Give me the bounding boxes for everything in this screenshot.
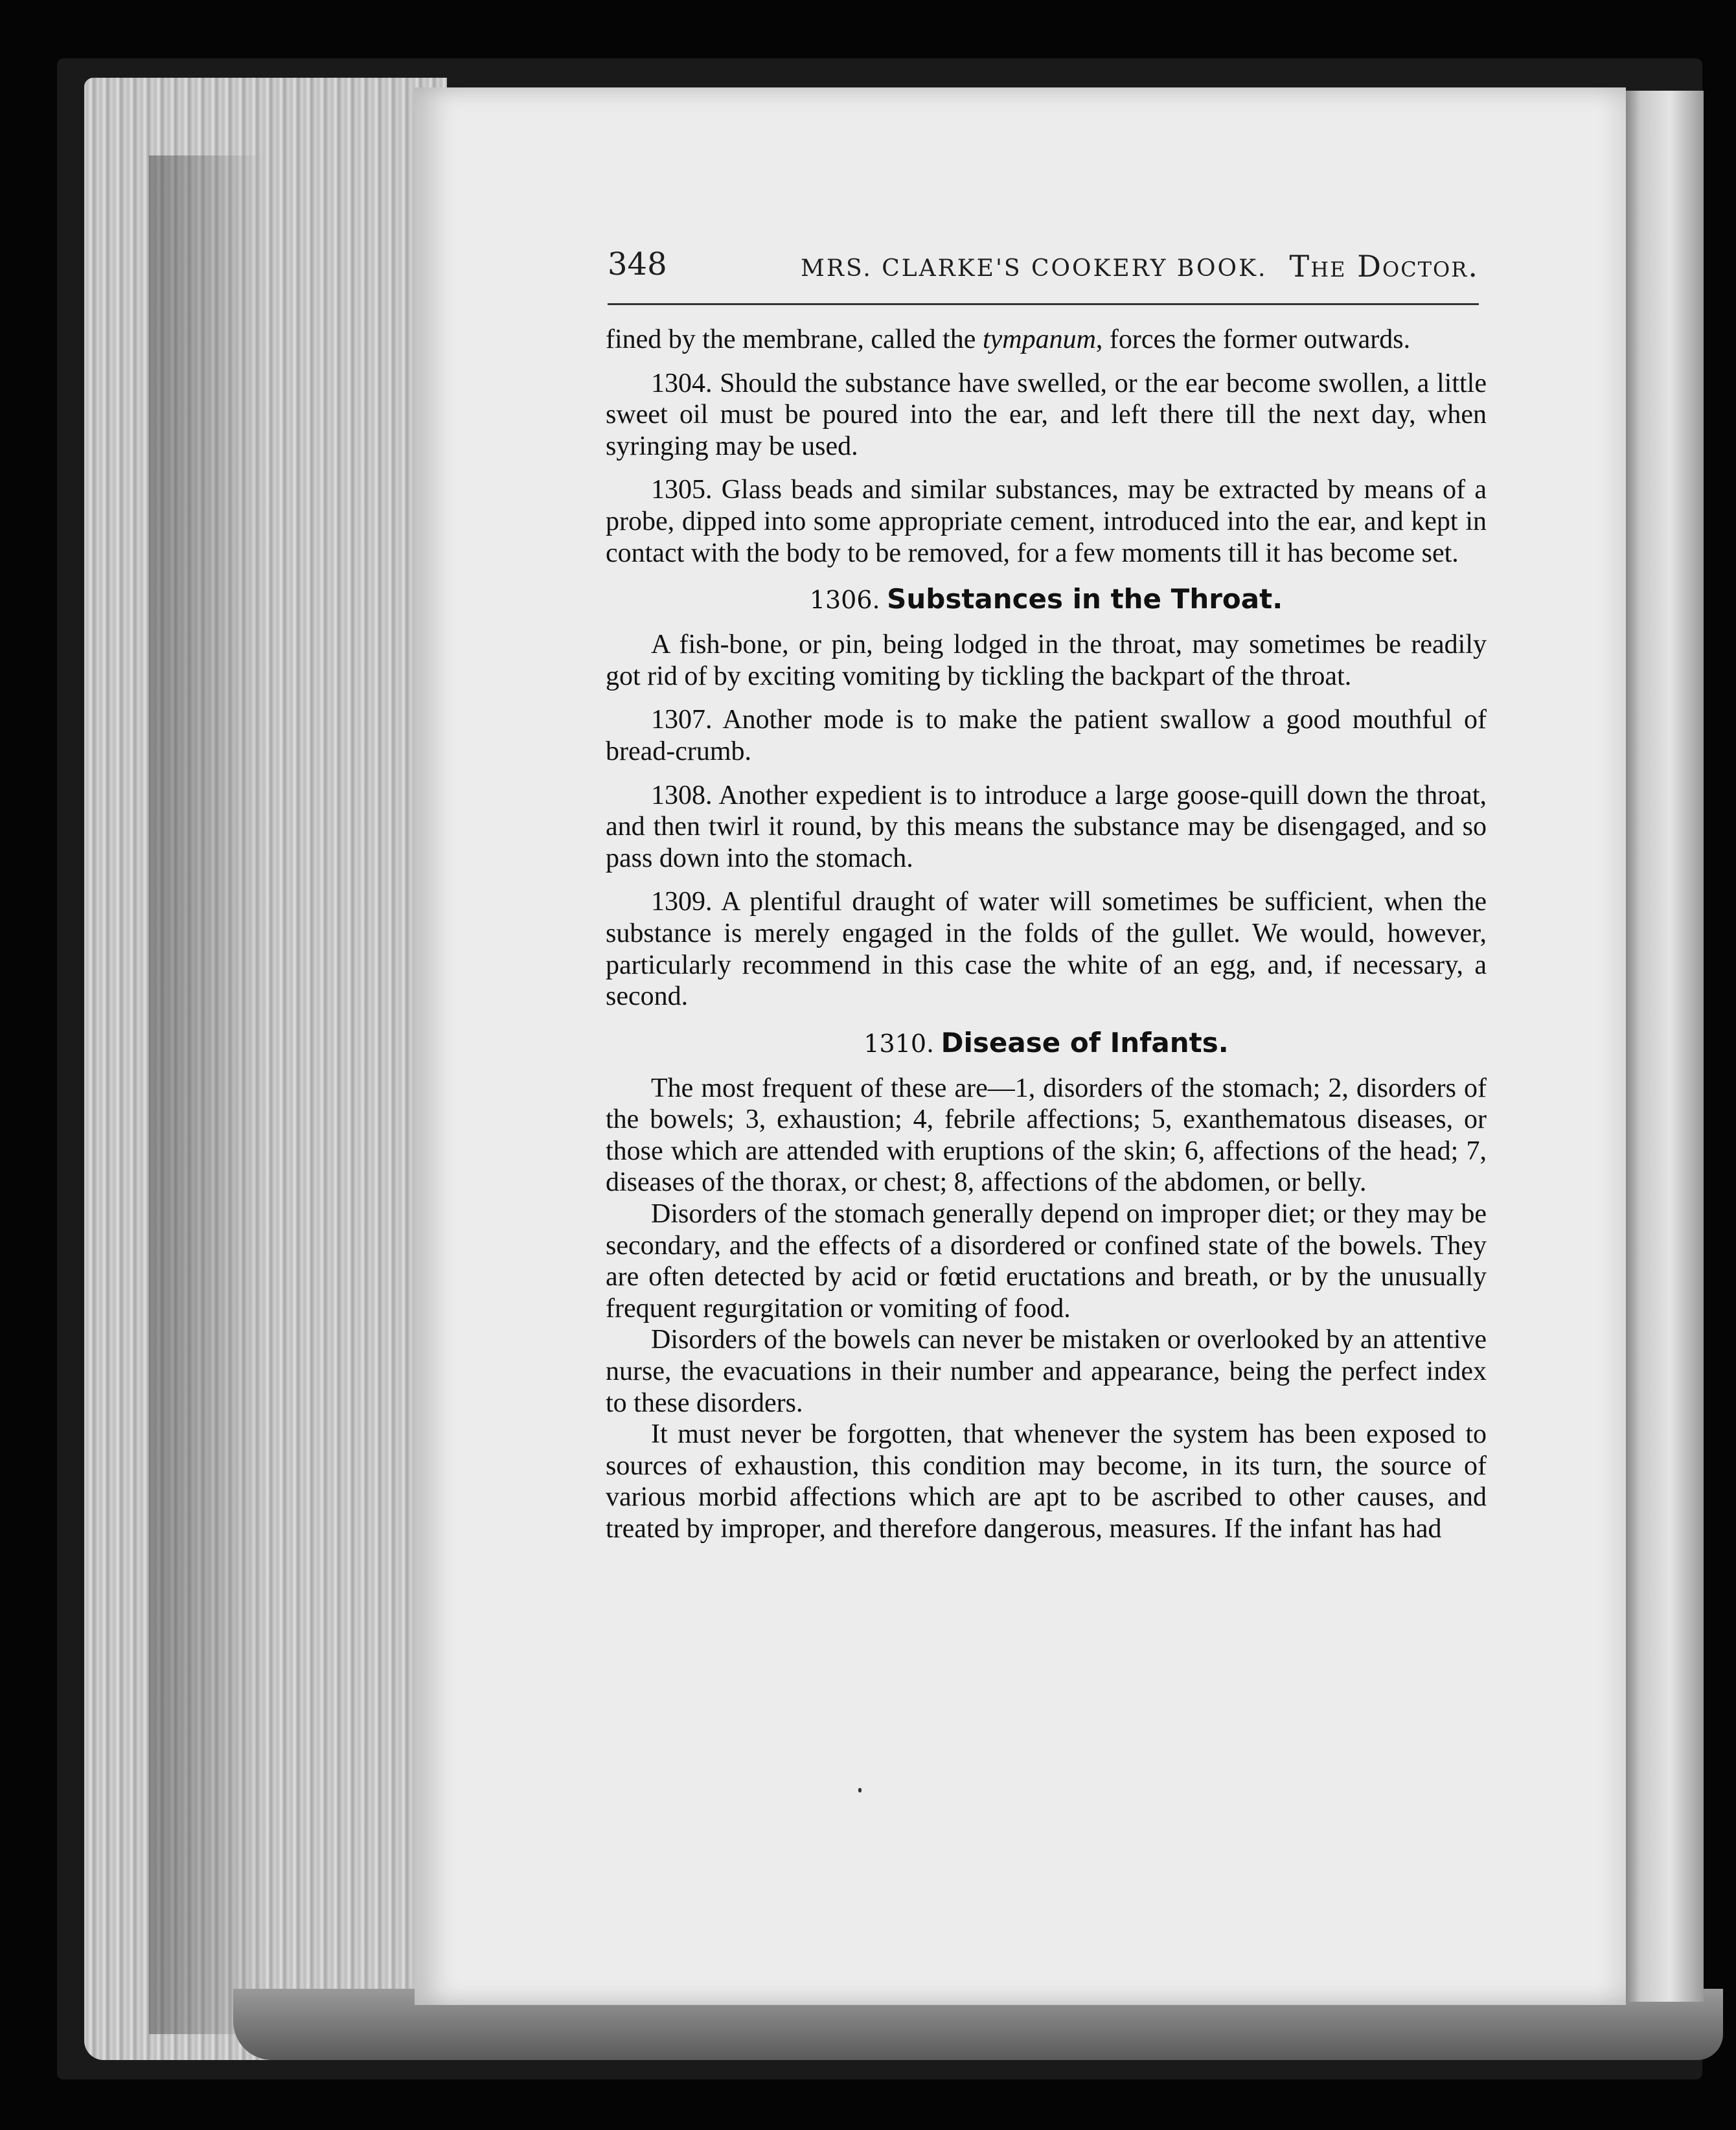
header-rule <box>608 303 1479 305</box>
paragraph-1308: 1308. Another expedient is to introduce a large goose-quill down the throat, and then twirl it round, by this means the substance may be disengaged, and so pass down into the stomach. <box>606 780 1487 873</box>
paragraph-1307: 1307. Another mode is to make the patient swallow a good mouthful of bread-crumb. <box>606 705 1487 766</box>
page-number: 348 <box>608 246 667 282</box>
emphasis-tympanum: tympanum <box>982 325 1096 354</box>
paragraph-1310-b: Disorders of the stomach generally depend on improper diet; or they may be secondary, and the effects of a disordered or confined state of the bowels. They are often detected by acid or fœtid eructations and breath, or by the unusually frequent regurgitation or vomiting of food. <box>606 1199 1487 1323</box>
page-stack-shadow <box>149 155 266 2034</box>
page-body <box>606 324 1487 1545</box>
heading-1306: 1306. Substances in the Throat. <box>809 583 1283 615</box>
ink-speck <box>858 1788 862 1792</box>
paragraph-1310-a: The most frequent of these are—1, disorders of the stomach; 2, disorders of the bowels; 3, exhaustion; 4, febrile affections; 5, exanthematous diseases, or those which are attended with eruptions of the skin; 6, affections of the head; 7, diseases of the thorax, or chest; 8, affections of the abdomen, or belly. <box>606 1073 1487 1198</box>
paragraph-1304: 1304. Should the substance have swelled, or the ear become swollen, a little sweet oil must be poured into the ear, and left there till the next day, when syringing may be used. <box>606 368 1487 461</box>
paragraph-1310-d: It must never be forgotten, that whenever the system has been exposed to sources of exhaustion, this condition may become, in its turn, the source of various morbid affections which are apt to be ascribed to other causes, and treated by improper, and therefore dangerous, measures. If the infant has had <box>606 1419 1487 1544</box>
paragraph-1306: A fish-bone, or pin, being lodged in the throat, may sometimes be readily got rid of by exciting vomiting by tickling the backpart of the throat. <box>606 630 1487 691</box>
paragraph-1309: 1309. A plentiful draught of water will sometimes be sufficient, when the substance is merely engaged in the folds of the gullet. We would, however, particularly recommend in this case the white of an egg, and, if necessary, a second. <box>606 887 1487 1012</box>
page-edge-right <box>1619 91 1704 2002</box>
paragraph-1310-c: Disorders of the bowels can never be mistaken or overlooked by an attentive nurse, the evacuations in their number and appearance, being the perfect index to these disorders. <box>606 1325 1487 1418</box>
running-title: MRS. CLARKE'S COOKERY BOOK. <box>801 255 1268 282</box>
section-title: The Doctor. <box>1289 249 1479 284</box>
page-header <box>608 246 1479 292</box>
page-stack-left <box>84 78 447 2060</box>
heading-1310: 1310. Disease of Infants. <box>863 1026 1229 1059</box>
paragraph-continued: fined by the membrane, called the tympanum, forces the former outwards. <box>606 325 1411 354</box>
paragraph-1305: 1305. Glass beads and similar substances, may be extracted by means of a probe, dipped into some appropriate cement, introduced into the ear, and kept in contact with the body to be removed, for a few moments till it has become set. <box>606 475 1487 568</box>
